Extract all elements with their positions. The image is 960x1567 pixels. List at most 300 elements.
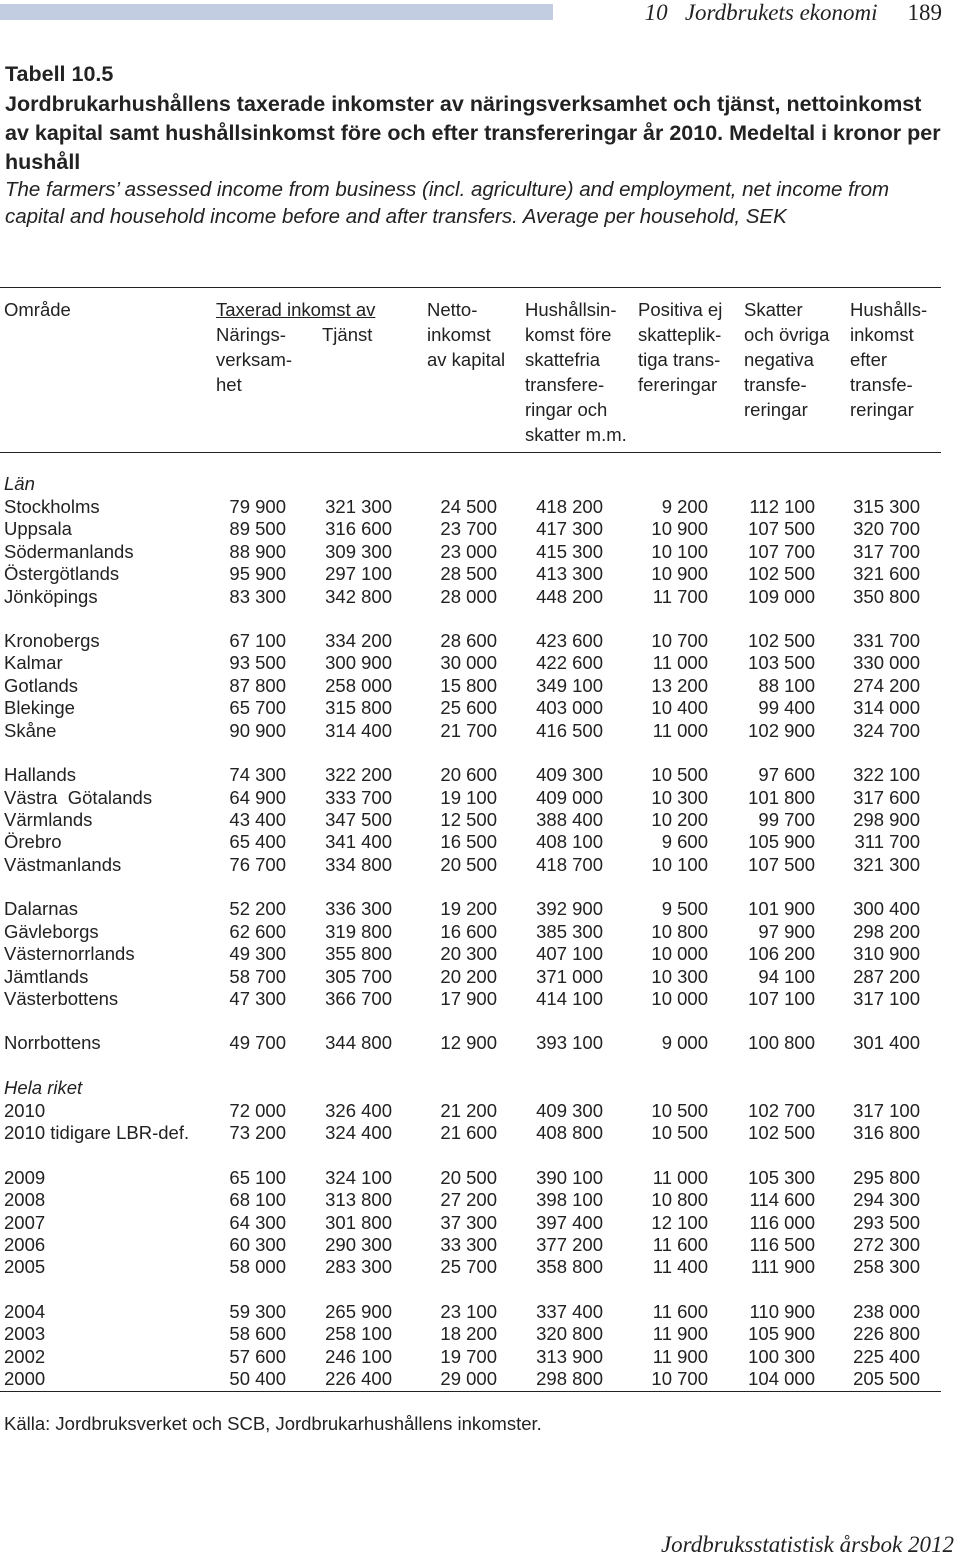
- header-netto: Netto- inkomst av kapital: [427, 299, 506, 370]
- cell-naring: 87 800: [229, 675, 286, 696]
- cell-skatter: 107 500: [748, 854, 815, 875]
- cell-hushall-fore: 390 100: [536, 1167, 603, 1188]
- table-row: [0, 1122, 941, 1144]
- table-row: [0, 586, 941, 608]
- cell-tjanst: 309 300: [325, 541, 392, 562]
- cell-positiva: 10 800: [651, 1189, 708, 1210]
- cell-naring: 93 500: [229, 652, 286, 673]
- row-label: 2005: [4, 1256, 46, 1277]
- cell-naring: 49 700: [229, 1032, 286, 1053]
- cell-netto: 20 200: [440, 966, 497, 987]
- cell-netto: 23 000: [440, 541, 497, 562]
- table-subtitle: The farmers’ assessed income from business (incl. agriculture) and employment, net income from capital and household income before and after transfers. Average per household, SEK: [5, 178, 890, 228]
- cell-positiva: 10 400: [651, 697, 708, 718]
- cell-hushall-efter: 314 000: [853, 697, 920, 718]
- cell-positiva: 11 000: [652, 652, 708, 673]
- table-row: [0, 831, 941, 853]
- header-omrade: Område: [4, 299, 71, 320]
- table-row: [0, 1256, 941, 1278]
- cell-tjanst: 246 100: [325, 1346, 392, 1367]
- row-label: Dalarnas: [4, 898, 79, 919]
- row-label: 2009: [4, 1167, 46, 1188]
- cell-skatter: 105 300: [748, 1167, 815, 1188]
- cell-naring: 65 700: [229, 697, 286, 718]
- cell-skatter: 101 900: [748, 898, 815, 919]
- section-lan: Län: [4, 473, 35, 494]
- row-label: Västernorrlands: [4, 943, 135, 964]
- cell-positiva: 10 500: [651, 764, 708, 785]
- cell-hushall-fore: 320 800: [536, 1323, 603, 1344]
- cell-positiva: 9 600: [661, 831, 708, 852]
- header-tjanst: Tjänst: [322, 324, 373, 345]
- cell-hushall-fore: 349 100: [536, 675, 603, 696]
- table-row: [0, 1346, 941, 1368]
- cell-naring: 88 900: [229, 541, 286, 562]
- cell-skatter: 102 900: [748, 720, 815, 741]
- cell-positiva: 12 100: [651, 1212, 708, 1233]
- cell-tjanst: 347 500: [325, 809, 392, 830]
- cell-netto: 17 900: [440, 988, 497, 1009]
- cell-tjanst: 305 700: [325, 966, 392, 987]
- cell-tjanst: 324 100: [325, 1167, 392, 1188]
- cell-tjanst: 290 300: [325, 1234, 392, 1255]
- cell-hushall-efter: 350 800: [853, 586, 920, 607]
- cell-naring: 64 300: [229, 1212, 286, 1233]
- running-head-chapter: 10 Jordbrukets ekonomi: [644, 0, 878, 25]
- cell-hushall-fore: 409 300: [536, 1100, 603, 1121]
- cell-tjanst: 334 800: [325, 854, 392, 875]
- cell-hushall-efter: 272 300: [853, 1234, 920, 1255]
- row-label: Norrbottens: [4, 1032, 101, 1053]
- cell-naring: 57 600: [229, 1346, 286, 1367]
- cell-tjanst: 334 200: [325, 630, 392, 651]
- cell-netto: 33 300: [440, 1234, 497, 1255]
- header-skatter: Skatter och övriga negativa transfe- reringar: [744, 299, 830, 420]
- cell-tjanst: 336 300: [325, 898, 392, 919]
- cell-hushall-efter: 317 600: [853, 787, 920, 808]
- cell-hushall-efter: 287 200: [853, 966, 920, 987]
- cell-hushall-fore: 407 100: [536, 943, 603, 964]
- cell-positiva: 9 000: [661, 1032, 708, 1053]
- cell-hushall-efter: 315 300: [853, 496, 920, 517]
- header-naring: Närings- verksam- het: [216, 324, 293, 395]
- row-label: Jönköpings: [4, 586, 98, 607]
- cell-positiva: 11 600: [652, 1234, 708, 1255]
- cell-tjanst: 322 200: [325, 764, 392, 785]
- cell-skatter: 97 900: [758, 921, 815, 942]
- cell-hushall-fore: 385 300: [536, 921, 603, 942]
- cell-positiva: 10 900: [651, 518, 708, 539]
- cell-naring: 43 400: [229, 809, 286, 830]
- cell-tjanst: 297 100: [325, 563, 392, 584]
- cell-hushall-fore: 371 000: [536, 966, 603, 987]
- cell-tjanst: 226 400: [325, 1368, 392, 1389]
- table-bottom-rule: [0, 1391, 941, 1392]
- cell-skatter: 102 700: [748, 1100, 815, 1121]
- cell-naring: 58 000: [229, 1256, 286, 1277]
- cell-netto: 19 100: [440, 787, 497, 808]
- cell-positiva: 10 300: [651, 966, 708, 987]
- cell-tjanst: 314 400: [325, 720, 392, 741]
- row-label: Gävleborgs: [4, 921, 99, 942]
- cell-tjanst: 313 800: [325, 1189, 392, 1210]
- cell-tjanst: 366 700: [325, 988, 392, 1009]
- cell-positiva: 11 600: [652, 1301, 708, 1322]
- header-taxerad: Taxerad inkomst av: [216, 299, 376, 320]
- row-label: Västra Götalands: [4, 787, 153, 808]
- table-row: [0, 518, 941, 540]
- cell-positiva: 11 000: [652, 1167, 708, 1188]
- cell-naring: 59 300: [229, 1301, 286, 1322]
- table-top-rule: [0, 287, 941, 288]
- cell-tjanst: 355 800: [325, 943, 392, 964]
- cell-tjanst: 341 400: [325, 831, 392, 852]
- header-hushall-fore: Hushållsin- komst före skattefria transfere- ringar och skatter m.m.: [525, 299, 627, 445]
- cell-netto: 25 700: [440, 1256, 497, 1277]
- cell-hushall-efter: 322 100: [853, 764, 920, 785]
- cell-skatter: 88 100: [758, 675, 815, 696]
- cell-skatter: 99 700: [758, 809, 815, 830]
- row-label: Värmlands: [4, 809, 93, 830]
- row-label: Södermanlands: [4, 541, 134, 562]
- cell-tjanst: 283 300: [325, 1256, 392, 1277]
- cell-netto: 23 100: [440, 1301, 497, 1322]
- cell-skatter: 94 100: [758, 966, 815, 987]
- cell-naring: 89 500: [229, 518, 286, 539]
- cell-tjanst: 301 800: [325, 1212, 392, 1233]
- table-row: [0, 697, 941, 719]
- cell-netto: 25 600: [440, 697, 497, 718]
- cell-hushall-fore: 418 200: [536, 496, 603, 517]
- table-row: [0, 1368, 941, 1390]
- cell-netto: 16 500: [440, 831, 497, 852]
- row-label: Stockholms: [4, 496, 100, 517]
- cell-netto: 16 600: [440, 921, 497, 942]
- cell-hushall-fore: 418 700: [536, 854, 603, 875]
- cell-naring: 68 100: [229, 1189, 286, 1210]
- row-label: 2008: [4, 1189, 46, 1210]
- cell-naring: 49 300: [229, 943, 286, 964]
- cell-netto: 27 200: [440, 1189, 497, 1210]
- cell-hushall-fore: 298 800: [536, 1368, 603, 1389]
- cell-skatter: 112 100: [749, 496, 815, 517]
- cell-positiva: 10 500: [651, 1100, 708, 1121]
- cell-netto: 12 900: [440, 1032, 497, 1053]
- cell-positiva: 10 100: [651, 854, 708, 875]
- cell-netto: 20 500: [440, 1167, 497, 1188]
- cell-hushall-fore: 408 100: [536, 831, 603, 852]
- row-label: Östergötlands: [4, 563, 120, 584]
- table-row: [0, 809, 941, 831]
- table-row: [0, 988, 941, 1010]
- header-positiva: Positiva ej skatteplik- tiga trans- fereringar: [638, 299, 723, 395]
- cell-hushall-fore: 409 000: [536, 787, 603, 808]
- cell-hushall-fore: 393 100: [536, 1032, 603, 1053]
- cell-skatter: 107 700: [748, 541, 815, 562]
- cell-positiva: 10 000: [651, 988, 708, 1009]
- cell-netto: 21 700: [440, 720, 497, 741]
- table-row: [0, 1234, 941, 1256]
- cell-hushall-fore: 337 400: [536, 1301, 603, 1322]
- table-row: [0, 630, 941, 652]
- table-row: [0, 541, 941, 563]
- cell-hushall-efter: 321 300: [853, 854, 920, 875]
- cell-hushall-fore: 414 100: [536, 988, 603, 1009]
- row-label: Jämtlands: [4, 966, 89, 987]
- cell-hushall-efter: 295 800: [853, 1167, 920, 1188]
- cell-netto: 21 200: [440, 1100, 497, 1121]
- cell-hushall-efter: 205 500: [853, 1368, 920, 1389]
- cell-tjanst: 265 900: [325, 1301, 392, 1322]
- cell-naring: 64 900: [229, 787, 286, 808]
- cell-netto: 20 300: [440, 943, 497, 964]
- cell-hushall-efter: 331 700: [853, 630, 920, 651]
- cell-hushall-efter: 311 700: [854, 831, 920, 852]
- cell-tjanst: 321 300: [325, 496, 392, 517]
- source-note: Källa: Jordbruksverket och SCB, Jordbrukarhushållens inkomster.: [4, 1413, 542, 1434]
- table-row: [0, 898, 941, 920]
- cell-hushall-efter: 316 800: [853, 1122, 920, 1143]
- cell-naring: 72 000: [229, 1100, 286, 1121]
- header-bottom-rule: [0, 452, 941, 453]
- cell-hushall-efter: 238 000: [853, 1301, 920, 1322]
- cell-skatter: 116 500: [749, 1234, 815, 1255]
- table-row: [0, 1167, 941, 1189]
- cell-hushall-fore: 423 600: [536, 630, 603, 651]
- cell-hushall-efter: 301 400: [853, 1032, 920, 1053]
- cell-netto: 21 600: [440, 1122, 497, 1143]
- cell-hushall-efter: 317 700: [853, 541, 920, 562]
- row-label: 2010 tidigare LBR-def.: [4, 1122, 190, 1143]
- cell-hushall-efter: 317 100: [853, 1100, 920, 1121]
- cell-naring: 60 300: [229, 1234, 286, 1255]
- table-row: [0, 966, 941, 988]
- cell-positiva: 10 000: [651, 943, 708, 964]
- cell-skatter: 101 800: [748, 787, 815, 808]
- table-row: [0, 1323, 941, 1345]
- table-row: [0, 854, 941, 876]
- cell-hushall-fore: 448 200: [536, 586, 603, 607]
- cell-netto: 30 000: [440, 652, 497, 673]
- cell-skatter: 107 100: [748, 988, 815, 1009]
- cell-hushall-fore: 392 900: [536, 898, 603, 919]
- row-label: 2000: [4, 1368, 46, 1389]
- cell-skatter: 114 600: [749, 1189, 815, 1210]
- cell-positiva: 9 500: [661, 898, 708, 919]
- cell-hushall-fore: 408 800: [536, 1122, 603, 1143]
- cell-hushall-efter: 310 900: [853, 943, 920, 964]
- cell-hushall-efter: 225 400: [853, 1346, 920, 1367]
- cell-skatter: 111 900: [750, 1256, 815, 1277]
- cell-positiva: 10 900: [651, 563, 708, 584]
- row-label: Västmanlands: [4, 854, 122, 875]
- cell-netto: 15 800: [440, 675, 497, 696]
- row-label: 2004: [4, 1301, 46, 1322]
- cell-hushall-fore: 358 800: [536, 1256, 603, 1277]
- cell-tjanst: 319 800: [325, 921, 392, 942]
- cell-hushall-fore: 388 400: [536, 809, 603, 830]
- row-label: Skåne: [4, 720, 57, 741]
- table-row: [0, 1100, 941, 1122]
- cell-skatter: 102 500: [748, 630, 815, 651]
- cell-naring: 76 700: [229, 854, 286, 875]
- table-row: [0, 1032, 941, 1054]
- cell-hushall-fore: 403 000: [536, 697, 603, 718]
- cell-skatter: 110 900: [749, 1301, 815, 1322]
- cell-skatter: 105 900: [748, 1323, 815, 1344]
- cell-netto: 23 700: [440, 518, 497, 539]
- table-row: [0, 1189, 941, 1211]
- row-label: Kalmar: [4, 652, 63, 673]
- table-row: [0, 787, 941, 809]
- table-label: Tabell 10.5: [5, 62, 114, 86]
- cell-hushall-efter: 321 600: [853, 563, 920, 584]
- table-row: [0, 675, 941, 697]
- cell-positiva: 10 200: [651, 809, 708, 830]
- cell-hushall-fore: 416 500: [536, 720, 603, 741]
- table-row: [0, 943, 941, 965]
- cell-positiva: 11 900: [652, 1346, 708, 1367]
- cell-skatter: 97 600: [758, 764, 815, 785]
- cell-naring: 65 100: [229, 1167, 286, 1188]
- cell-hushall-efter: 274 200: [853, 675, 920, 696]
- cell-tjanst: 316 600: [325, 518, 392, 539]
- cell-hushall-fore: 417 300: [536, 518, 603, 539]
- row-label: Blekinge: [4, 697, 75, 718]
- row-label: 2006: [4, 1234, 46, 1255]
- table-row: [0, 764, 941, 786]
- cell-skatter: 104 000: [748, 1368, 815, 1389]
- cell-skatter: 100 800: [748, 1032, 815, 1053]
- cell-hushall-efter: 298 200: [853, 921, 920, 942]
- header-hushall-efter: Hushålls- inkomst efter transfe- reringar: [850, 299, 928, 420]
- cell-naring: 65 400: [229, 831, 286, 852]
- row-label: Örebro: [4, 831, 62, 852]
- table-row: [0, 563, 941, 585]
- cell-skatter: 102 500: [748, 563, 815, 584]
- cell-tjanst: 315 800: [325, 697, 392, 718]
- cell-tjanst: 258 100: [325, 1323, 392, 1344]
- cell-hushall-efter: 320 700: [853, 518, 920, 539]
- cell-hushall-efter: 258 300: [853, 1256, 920, 1277]
- table-row: [0, 720, 941, 742]
- cell-naring: 74 300: [229, 764, 286, 785]
- cell-positiva: 10 300: [651, 787, 708, 808]
- cell-netto: 28 000: [440, 586, 497, 607]
- cell-tjanst: 342 800: [325, 586, 392, 607]
- cell-hushall-efter: 317 100: [853, 988, 920, 1009]
- cell-netto: 29 000: [440, 1368, 497, 1389]
- table-row: [0, 921, 941, 943]
- cell-skatter: 106 200: [748, 943, 815, 964]
- cell-hushall-efter: 293 500: [853, 1212, 920, 1233]
- cell-positiva: 10 700: [651, 630, 708, 651]
- row-label: 2007: [4, 1212, 46, 1233]
- cell-hushall-fore: 377 200: [536, 1234, 603, 1255]
- row-label: 2010: [4, 1100, 46, 1121]
- cell-hushall-fore: 313 900: [536, 1346, 603, 1367]
- cell-hushall-fore: 397 400: [536, 1212, 603, 1233]
- cell-naring: 47 300: [229, 988, 286, 1009]
- cell-naring: 73 200: [229, 1122, 286, 1143]
- cell-naring: 83 300: [229, 586, 286, 607]
- row-label: Uppsala: [4, 518, 72, 539]
- cell-skatter: 116 000: [749, 1212, 815, 1233]
- cell-tjanst: 344 800: [325, 1032, 392, 1053]
- cell-skatter: 105 900: [748, 831, 815, 852]
- cell-tjanst: 258 000: [325, 675, 392, 696]
- row-label: 2002: [4, 1346, 46, 1367]
- cell-hushall-fore: 413 300: [536, 563, 603, 584]
- cell-netto: 18 200: [440, 1323, 497, 1344]
- cell-positiva: 11 000: [652, 720, 708, 741]
- cell-tjanst: 300 900: [325, 652, 392, 673]
- page-number: 189: [907, 0, 942, 25]
- cell-naring: 58 700: [229, 966, 286, 987]
- cell-naring: 79 900: [229, 496, 286, 517]
- cell-positiva: 11 400: [652, 1256, 708, 1277]
- cell-netto: 19 700: [440, 1346, 497, 1367]
- table-row: [0, 652, 941, 674]
- cell-netto: 37 300: [440, 1212, 497, 1233]
- cell-netto: 20 500: [440, 854, 497, 875]
- table-row: [0, 1212, 941, 1234]
- cell-hushall-efter: 226 800: [853, 1323, 920, 1344]
- cell-netto: 28 600: [440, 630, 497, 651]
- cell-positiva: 10 500: [651, 1122, 708, 1143]
- cell-positiva: 11 700: [652, 586, 708, 607]
- cell-netto: 20 600: [440, 764, 497, 785]
- cell-tjanst: 324 400: [325, 1122, 392, 1143]
- cell-skatter: 109 000: [748, 586, 815, 607]
- section-hela-riket: Hela riket: [4, 1077, 83, 1098]
- cell-netto: 19 200: [440, 898, 497, 919]
- cell-naring: 90 900: [229, 720, 286, 741]
- row-label: Kronobergs: [4, 630, 100, 651]
- cell-naring: 67 100: [229, 630, 286, 651]
- table-title: Jordbrukarhushållens taxerade inkomster av näringsverksamhet och tjänst, nettoinkomst av kapital samt hushållsinkomst före och efter transfereringar år 2010. Medeltal i kronor per hushåll: [5, 92, 941, 174]
- cell-netto: 24 500: [440, 496, 497, 517]
- cell-hushall-efter: 324 700: [853, 720, 920, 741]
- table-row: [0, 496, 941, 518]
- cell-hushall-efter: 300 400: [853, 898, 920, 919]
- cell-naring: 52 200: [229, 898, 286, 919]
- cell-positiva: 11 900: [652, 1323, 708, 1344]
- cell-positiva: 10 700: [651, 1368, 708, 1389]
- row-label: 2003: [4, 1323, 46, 1344]
- cell-hushall-efter: 294 300: [853, 1189, 920, 1210]
- row-label: Västerbottens: [4, 988, 119, 1009]
- cell-naring: 95 900: [229, 563, 286, 584]
- row-label: Hallands: [4, 764, 76, 785]
- cell-hushall-efter: 298 900: [853, 809, 920, 830]
- cell-skatter: 99 400: [758, 697, 815, 718]
- cell-hushall-fore: 409 300: [536, 764, 603, 785]
- cell-skatter: 107 500: [748, 518, 815, 539]
- cell-netto: 28 500: [440, 563, 497, 584]
- cell-hushall-fore: 422 600: [536, 652, 603, 673]
- cell-positiva: 10 800: [651, 921, 708, 942]
- running-head: [645, 0, 942, 26]
- cell-hushall-fore: 415 300: [536, 541, 603, 562]
- cell-skatter: 102 500: [748, 1122, 815, 1143]
- cell-naring: 58 600: [229, 1323, 286, 1344]
- cell-skatter: 103 500: [748, 652, 815, 673]
- cell-positiva: 10 100: [651, 541, 708, 562]
- cell-positiva: 9 200: [661, 496, 708, 517]
- footer-title: Jordbruksstatistisk årsbok 2012: [660, 1532, 954, 1557]
- row-label: Gotlands: [4, 675, 79, 696]
